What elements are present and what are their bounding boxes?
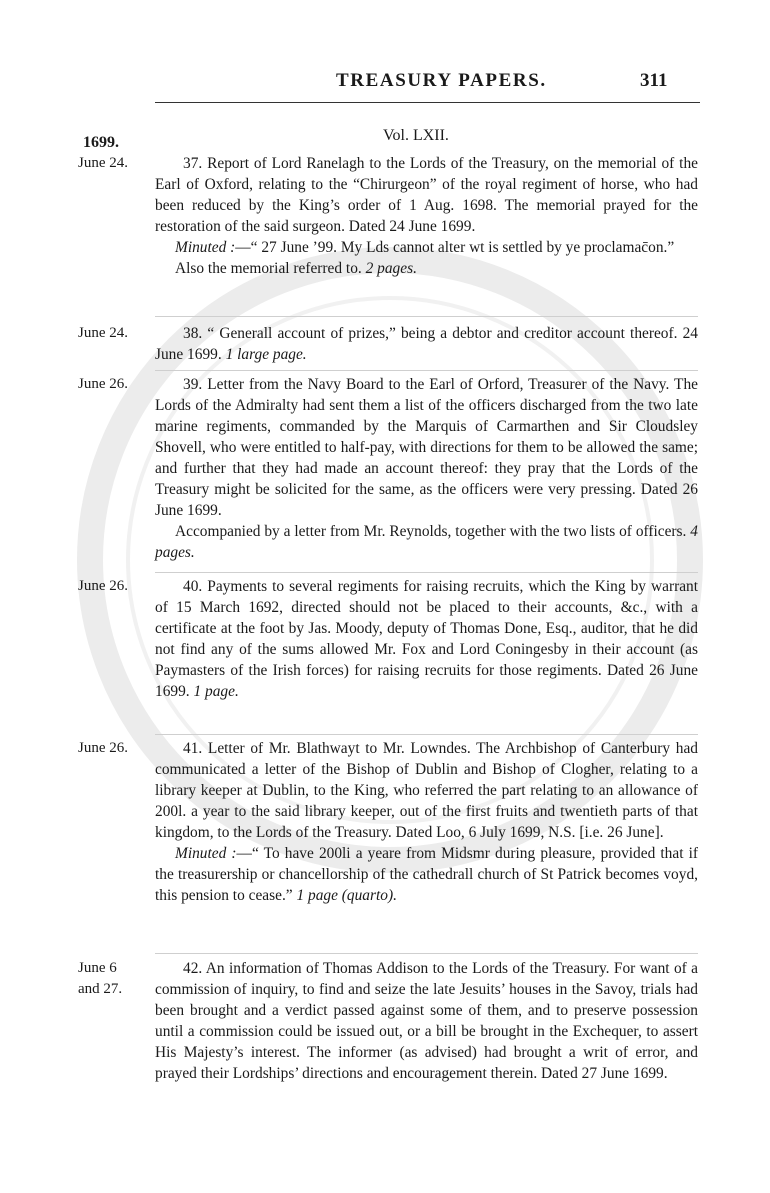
entry-text: 38. “ Generall account of prizes,” being a debtor and creditor account thereof. 24 June 1699. 1 large page.: [155, 325, 698, 363]
header-divider: [155, 102, 700, 103]
entry-note: Accompanied by a letter from Mr. Reynolds, together with the two lists of officers. 4 pages.: [155, 523, 698, 561]
entry-divider: [155, 370, 698, 371]
entry-date: June 26.: [78, 376, 128, 392]
entry-date: June 26.: [78, 740, 128, 756]
entry-text: 41. Letter of Mr. Blathwayt to Mr. Lowndes. The Archbishop of Canterbury had communicated a letter of the Bishop of Dublin and Bishop of Clogher, relating to a library keeper at Dublin, to the King, who referred the part relating to an allowance of 200l. a year to the said library keeper, out of the first fruits and twentieth parts of that kingdom, to the Lords of the Treasury. Dated Loo, 6 July 1699, N.S. [i.e. 26 June].: [155, 740, 698, 841]
entry-text: 39. Letter from the Navy Board to the Earl of Orford, Treasurer of the Navy. The Lords of the Admiralty had sent them a list of the officers discharged from the two late marine regiments, commanded by the Marquis of Carmarthen and Sir Cloudsley Shovell, who were entitled to half-pay, with directions for them to be allowed the same; and further that they had made an account thereof: they pray that the Lords of the Treasury might be solicited for the same, as the officers were very pressing. Dated 26 June 1699.: [155, 376, 698, 519]
entry-text: 42. An information of Thomas Addison to the Lords of the Treasury. For want of a commission of inquiry, to find and seize the late Jesuits’ houses in the Savoy, trials had been brought and a verdict passed against some of them, and to preserve possession until a commission could be issued out, or a bill be brought in the Exchequer, to assert His Majesty’s interest. The informer (as advised) had brought a writ of error, and prayed their Lordships’ directions and encouragement therein. Dated 27 June 1699.: [155, 960, 698, 1082]
entry-divider: [155, 734, 698, 735]
entry-divider: [155, 316, 698, 317]
entry-divider: [155, 572, 698, 573]
entry-date: June 6 and 27.: [78, 960, 123, 997]
entry-39: [155, 374, 698, 563]
year-label: 1699.: [83, 134, 119, 151]
entry-date: June 26.: [78, 578, 128, 594]
entry-date: June 24.: [78, 155, 128, 171]
entry-text: 37. Report of Lord Ranelagh to the Lords of the Treasury, on the memorial of the Earl of Oxford, relating to the “Chirurgeon” of the royal regiment of horse, who had been reduced by the King’s order of 1 Aug. 1698. The memorial prayed for the restoration of the said surgeon. Dated 24 June 1699.: [155, 155, 698, 235]
running-head: TREASURY PAPERS.: [336, 70, 547, 91]
entry-42: [155, 958, 698, 1084]
entry-date: June 24.: [78, 325, 128, 341]
page-number: 311: [640, 70, 668, 91]
entry-minute: Minuted :—“ To have 200li a yeare from Midsmr during pleasure, provided that if the treasurership or chancellorship of the cathedrall church of St Patrick becomes voyd, this pension to cease.” 1 page (quarto).: [155, 845, 699, 904]
entry-41: [155, 738, 698, 906]
entry-note: Also the memorial referred to. 2 pages.: [175, 260, 417, 277]
entry-text: 40. Payments to several regiments for raising recruits, which the King by warrant of 15 March 1692, directed should not be placed to their accounts, &c., with a certificate at the foot by Jas. Moody, deputy of Thomas Done, Esq., auditor, that he did not find any of the sums allowed Mr. Fox and Lord Coningesby in their account (as Paymasters of the Irish forces) for raising recruits for those regiments. Dated 26 June 1699. 1 page.: [155, 578, 698, 700]
entry-divider: [155, 953, 698, 954]
entry-38: [155, 323, 698, 365]
entry-minute: Minuted :—“ 27 June ’99. My Lds cannot alter wt is settled by ye proclamac̄on.”: [175, 239, 675, 256]
entry-40: [155, 576, 698, 702]
entry-37: [155, 153, 698, 279]
volume-heading: Vol. LXII.: [383, 127, 449, 144]
